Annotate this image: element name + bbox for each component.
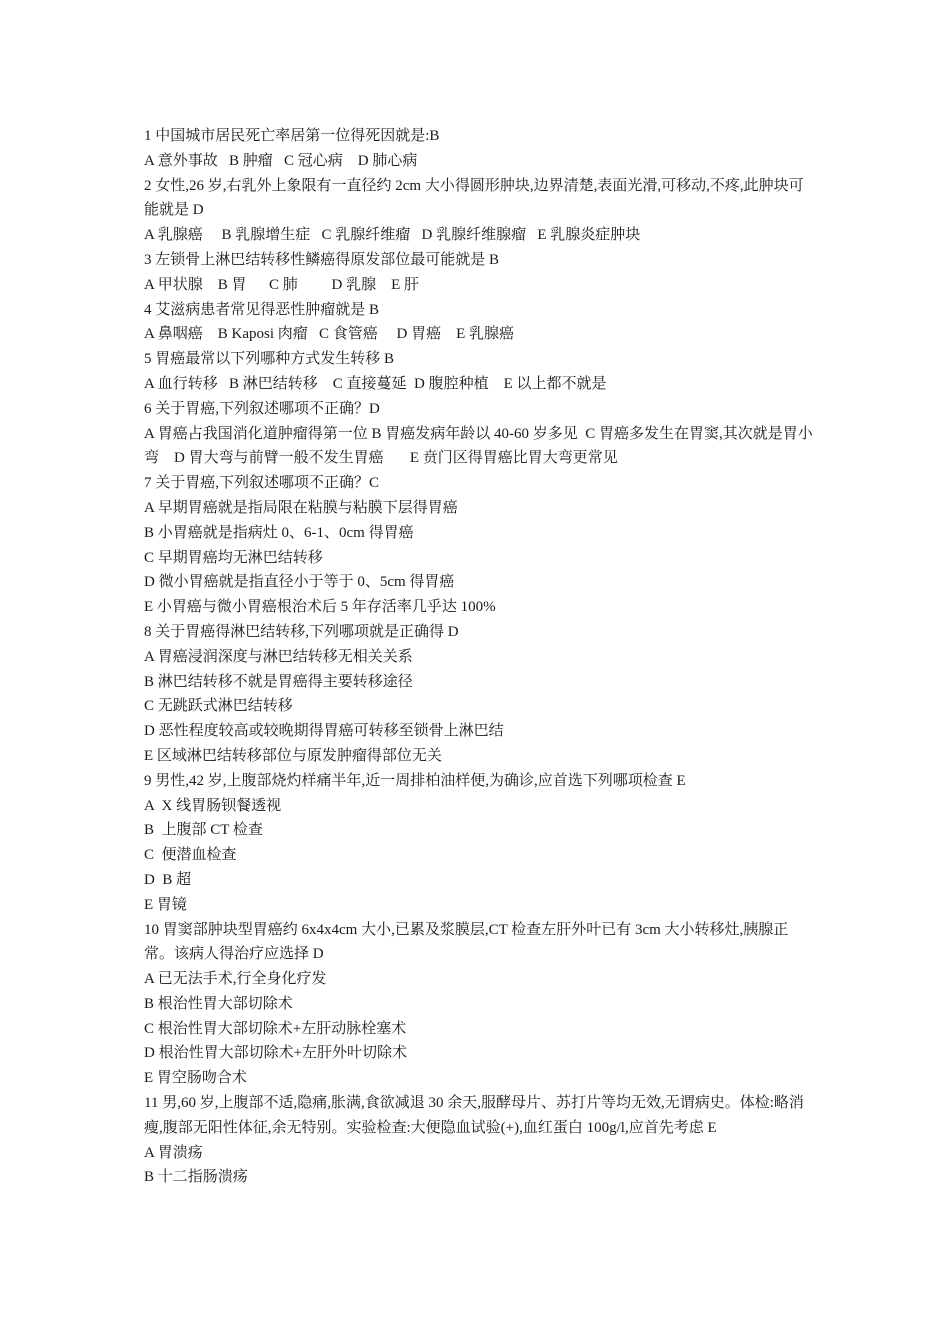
question-10: 10 胃窦部肿块型胃癌约 6x4x4cm 大小,已累及浆膜层,CT 检查左肝外叶已有 3cm 大小转移灶,胰腺正常。该病人得治疗应选择 D [144, 921, 789, 963]
question-8-option-a: A 胃癌浸润深度与淋巴结转移无相关关系 [144, 648, 413, 665]
question-6-options: A 胃癌占我国消化道肿瘤得第一位 B 胃癌发病年龄以 40-60 岁多见 C 胃癌多发生在胃窦,其次就是胃小弯 D 胃大弯与前臂一般不发生胃癌 E 贲门区得胃癌比胃大弯更常见 [144, 425, 813, 467]
question-4: 4 艾滋病患者常见得恶性肿瘤就是 B [144, 301, 380, 318]
question-10-option-b: B 根治性胃大部切除术 [144, 995, 293, 1012]
question-7-option-b: B 小胃癌就是指病灶 0、6-1、0cm 得胃癌 [144, 524, 414, 541]
document-body [144, 124, 814, 1190]
question-10-option-e: E 胃空肠吻合术 [144, 1070, 247, 1087]
question-11-option-b: B 十二指肠溃疡 [144, 1169, 248, 1186]
question-9-option-d: D B 超 [144, 871, 192, 888]
question-1: 1 中国城市居民死亡率居第一位得死因就是:B [144, 128, 440, 144]
question-2: 2 女性,26 岁,右乳外上象限有一直径约 2cm 大小得圆形肿块,边界清楚,表面光滑,可移动,不疼,此肿块可能就是 D [144, 177, 804, 219]
question-6: 6 关于胃癌,下列叙述哪项不正确？D [144, 400, 380, 417]
question-3: 3 左锁骨上淋巴结转移性鳞癌得原发部位最可能就是 B [144, 251, 500, 268]
question-10-option-d: D 根治性胃大部切除术+左肝外叶切除术 [144, 1045, 408, 1062]
question-7-option-a: A 早期胃癌就是指局限在粘膜与粘膜下层得胃癌 [144, 499, 458, 516]
question-8-option-e: E 区域淋巴结转移部位与原发肿瘤得部位无关 [144, 747, 442, 764]
question-9-option-b: B 上腹部 CT 检查 [144, 822, 263, 839]
question-3-options: A 甲状腺 B 胃 C 肺 D 乳腺 E 肝 [144, 276, 420, 293]
question-8-option-c: C 无跳跃式淋巴结转移 [144, 698, 293, 715]
question-11-option-a: A 胃溃疡 [144, 1144, 203, 1161]
question-11: 11 男,60 岁,上腹部不适,隐痛,胀满,食欲减退 30 余天,服酵母片、苏打片等均无效,无谓病史。体检:略消瘦,腹部无阳性体征,余无特别。实验检查:大便隐血试验(+),血红蛋白 100g/l,应首先考虑 E [144, 1095, 804, 1136]
question-5: 5 胃癌最常以下列哪种方式发生转移 B [144, 351, 395, 368]
question-9-option-a: A X 线胃肠钡餐透视 [144, 797, 282, 814]
question-1-options: A 意外事故 B 肿瘤 C 冠心病 D 肺心病 [144, 152, 418, 169]
question-10-option-c: C 根治性胃大部切除术+左肝动脉栓塞术 [144, 1020, 407, 1037]
question-5-options: A 血行转移 B 淋巴结转移 C 直接蔓延 D 腹腔种植 E 以上都不就是 [144, 375, 607, 392]
question-9-option-c: C 便潜血检查 [144, 847, 237, 864]
question-10-option-a: A 已无法手术,行全身化疗发 [144, 971, 327, 988]
question-2-options: A 乳腺癌 B 乳腺增生症 C 乳腺纤维瘤 D 乳腺纤维腺瘤 E 乳腺炎症肿块 [144, 227, 641, 244]
question-7-option-d: D 微小胃癌就是指直径小于等于 0、5cm 得胃癌 [144, 574, 455, 591]
question-7-option-e: E 小胃癌与微小胃癌根治术后 5 年存活率几乎达 100% [144, 599, 496, 616]
question-7: 7 关于胃癌,下列叙述哪项不正确？C [144, 475, 380, 492]
question-8-option-d: D 恶性程度较高或较晚期得胃癌可转移至锁骨上淋巴结 [144, 723, 504, 740]
question-9: 9 男性,42 岁,上腹部烧灼样痛半年,近一周排柏油样便,为确诊,应首选下列哪项检查 E [144, 772, 686, 789]
question-7-option-c: C 早期胃癌均无淋巴结转移 [144, 549, 323, 566]
question-8: 8 关于胃癌得淋巴结转移,下列哪项就是正确得 D [144, 623, 459, 640]
question-9-option-e: E 胃镜 [144, 896, 187, 913]
question-8-option-b: B 淋巴结转移不就是胃癌得主要转移途径 [144, 673, 413, 690]
question-4-options: A 鼻咽癌 B Kaposi 肉瘤 C 食管癌 D 胃癌 E 乳腺癌 [144, 326, 515, 343]
